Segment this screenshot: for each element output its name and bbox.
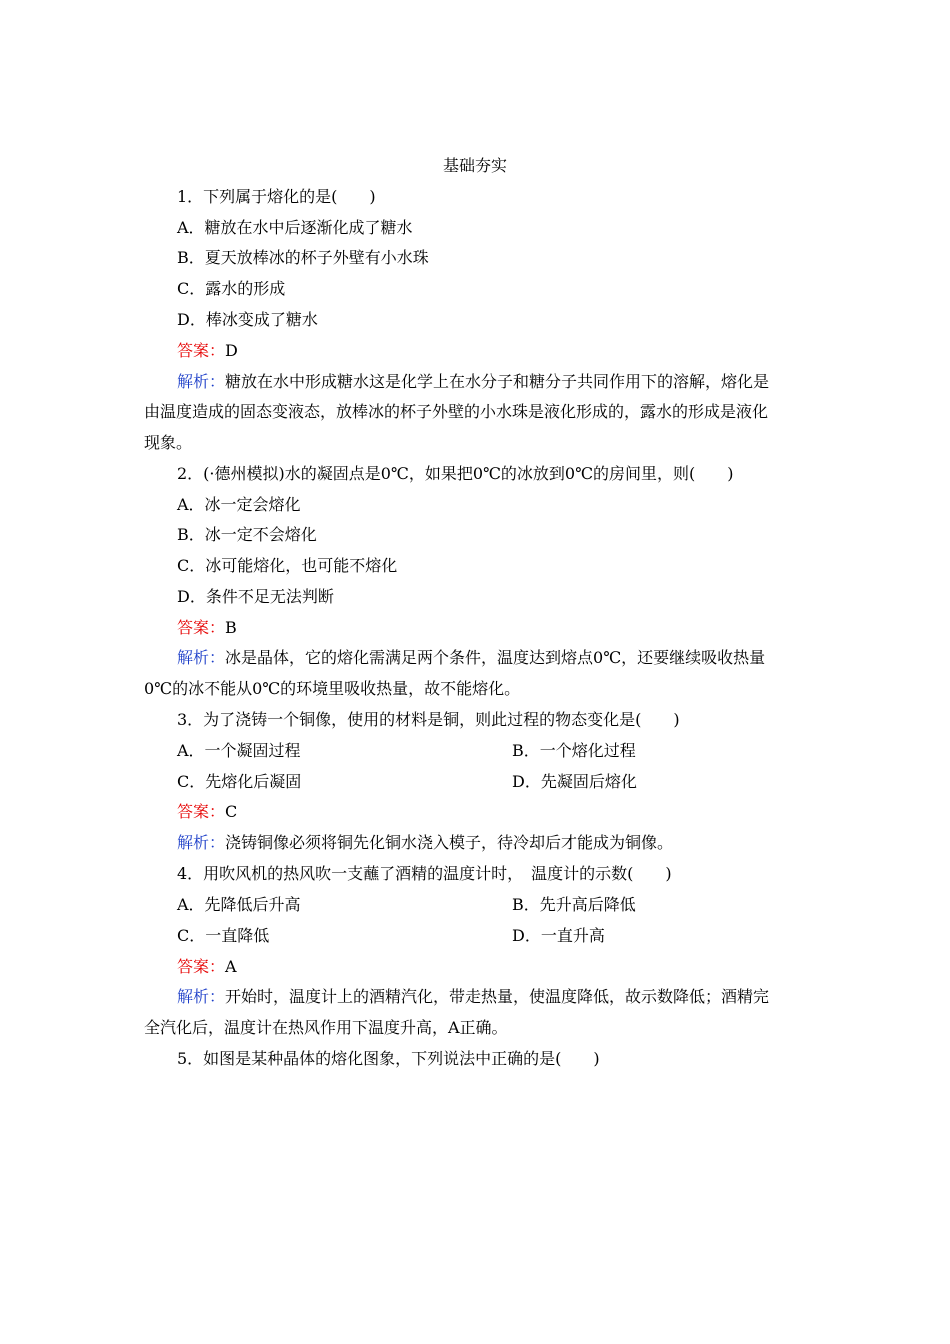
explain-label: 解析： <box>177 372 226 391</box>
q1-option-c: C．露水的形成 <box>177 279 286 298</box>
answer-label: 答案： <box>177 957 226 976</box>
page-title: 基础夯实 <box>442 156 507 175</box>
q4-option-c: C．一直降低 <box>177 926 270 945</box>
q1-option-d: D．棒冰变成了糖水 <box>177 310 318 329</box>
q3-stem: 3．为了浇铸一个铜像，使用的材料是铜，则此过程的物态变化是( ) <box>177 710 680 729</box>
answer-label: 答案： <box>177 618 226 637</box>
explain-text: 冰是晶体，它的熔化需满足两个条件，温度达到熔点0℃，还要继续吸收热量 <box>225 648 766 667</box>
q2-explain-line-1 <box>177 646 765 670</box>
q2-option-a: A．冰一定会熔化 <box>177 495 301 514</box>
explain-label: 解析： <box>177 987 226 1006</box>
answer-value: A <box>225 957 237 976</box>
q3-option-d: D．先凝固后熔化 <box>512 772 637 791</box>
q2-option-c: C．冰可能熔化，也可能不熔化 <box>177 556 398 575</box>
q3-answer <box>177 800 237 824</box>
explain-label: 解析： <box>177 833 226 852</box>
q3-option-a: A．一个凝固过程 <box>177 741 301 760</box>
q1-stem: 1．下列属于熔化的是( ) <box>177 187 376 206</box>
q1-explain-line-2: 由温度造成的固态变液态，放棒冰的杯子外壁的小水珠是液化形成的，露水的形成是液化 <box>144 402 769 421</box>
q4-answer <box>177 955 237 979</box>
q2-option-b: B．冰一定不会熔化 <box>177 525 317 544</box>
answer-value: C <box>225 802 238 821</box>
q2-answer <box>177 616 237 640</box>
q4-explain-line-1 <box>177 985 769 1009</box>
answer-label: 答案： <box>177 802 226 821</box>
answer-value: D <box>225 341 238 360</box>
answer-value: B <box>225 618 237 637</box>
explain-label: 解析： <box>177 648 226 667</box>
q1-option-a: A．糖放在水中后逐渐化成了糖水 <box>177 218 413 237</box>
q4-option-a: A．先降低后升高 <box>177 895 301 914</box>
q2-stem: 2．(·德州模拟)水的凝固点是0℃，如果把0℃的冰放到0℃的房间里，则( ) <box>177 464 734 483</box>
q4-option-b: B．先升高后降低 <box>512 895 636 914</box>
q1-option-b: B．夏天放棒冰的杯子外壁有小水珠 <box>177 248 429 267</box>
q1-explain-line-1 <box>177 370 769 394</box>
q3-explain-line-1 <box>177 831 673 855</box>
q1-explain-line-3: 现象。 <box>144 433 193 452</box>
explain-text: 糖放在水中形成糖水这是化学上在水分子和糖分子共同作用下的溶解，熔化是 <box>225 372 770 391</box>
q3-option-b: B．一个熔化过程 <box>512 741 636 760</box>
q3-option-c: C．先熔化后凝固 <box>177 772 302 791</box>
explain-text: 浇铸铜像必须将铜先化铜水浇入模子，待冷却后才能成为铜像。 <box>225 833 674 852</box>
q1-answer <box>177 339 238 363</box>
q2-option-d: D．条件不足无法判断 <box>177 587 334 606</box>
explain-text: 开始时，温度计上的酒精汽化，带走热量，使温度降低，故示数降低；酒精完 <box>225 987 770 1006</box>
answer-label: 答案： <box>177 341 226 360</box>
q5-stem: 5．如图是某种晶体的熔化图象，下列说法中正确的是( ) <box>177 1049 600 1068</box>
q4-option-d: D．一直升高 <box>512 926 605 945</box>
q4-stem: 4．用吹风机的热风吹一支蘸了酒精的温度计时， 温度计的示数( ) <box>177 864 672 883</box>
q4-explain-line-2: 全汽化后，温度计在热风作用下温度升高，A正确。 <box>144 1018 508 1037</box>
q2-explain-line-2: 0℃的冰不能从0℃的环境里吸收热量，故不能熔化。 <box>144 679 521 698</box>
